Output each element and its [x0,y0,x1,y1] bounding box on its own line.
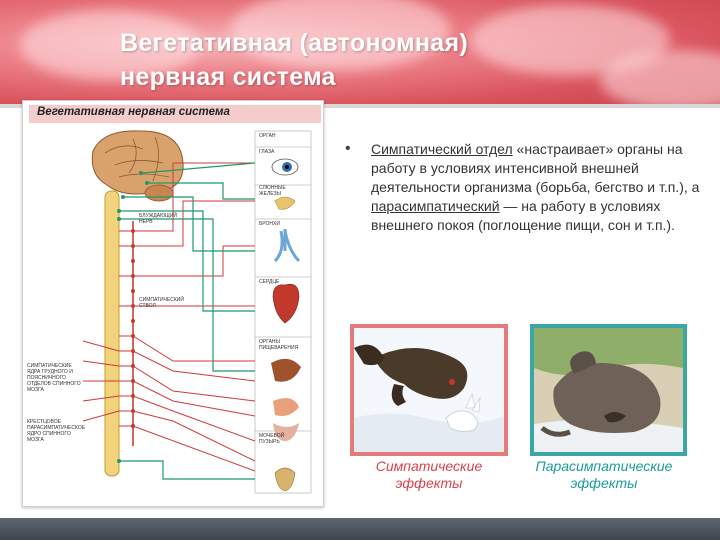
sympathetic-effects-image [350,324,508,456]
organ-label: ОРГАНЫ ПИЩЕВАРЕНИЯ [259,339,299,351]
side-label: БЛУЖДАЮЩИЙ НЕРВ [139,213,178,225]
nervous-system-diagram [22,100,324,507]
organ-label: СЛЮННЫЕ ЖЕЛЕЗЫ [259,185,286,197]
description-part-1: «настраивает» органы на работу в условиях интенсивной внешней деятельности организма (борьба, бегство и т.п.), а [371,141,700,195]
side-label: КРЕСТЦОВОЕ ПАРАСИМПАТИЧЕСКОЕ ЯДРО СПИННОГО МОЗГА [27,419,86,443]
caption-parasympathetic: Парасимпатические эффекты [535,458,673,491]
diagram-title: Вегетативная нервная система [37,106,230,118]
title-line-2: нервная система [120,63,336,91]
organ-label: ГЛАЗА [259,149,275,155]
eye-icon [272,159,298,175]
brain-icon [92,131,183,201]
title-line-1: Вегетативная (автономная) [120,29,469,57]
term-parasympathetic: парасимпатический [371,198,500,214]
liver-icon [271,359,301,382]
description-text [371,140,706,235]
bronchi-icon [275,229,299,261]
side-label: СИМПАТИЧЕСКИЙ СТВОЛ [139,297,184,309]
bladder-icon [275,468,295,491]
caption-sympathetic: Симпатические эффекты [375,458,483,491]
organ-label: БРОНХИ [259,221,280,227]
organ-label: ОРГАН [259,133,276,139]
spinal-cord [105,191,119,476]
side-label: СИМПАТИЧЕСКИЕ ЯДРА ГРУДНОГО И ПОЯСНИЧНОГО ОТДЕЛОВ СПИННОГО МОЗГА [27,363,81,393]
organ-label: МОЧЕВОЙ ПУЗЫРЬ [259,433,285,445]
term-sympathetic: Симпатический отдел [371,141,513,157]
organ-label: СЕРДЦЕ [259,279,280,285]
bullet-marker: • [345,140,351,157]
heart-icon [273,284,299,323]
salivary-gland-icon [275,197,295,209]
bottom-bar [0,518,720,540]
parasympathetic-effects-image [530,324,687,456]
description-part-2: — на работу в условиях внешнего покоя (поглощение пищи, сон и т.п.). [371,198,675,233]
slide-title [120,26,468,94]
stomach-icon [273,398,299,416]
